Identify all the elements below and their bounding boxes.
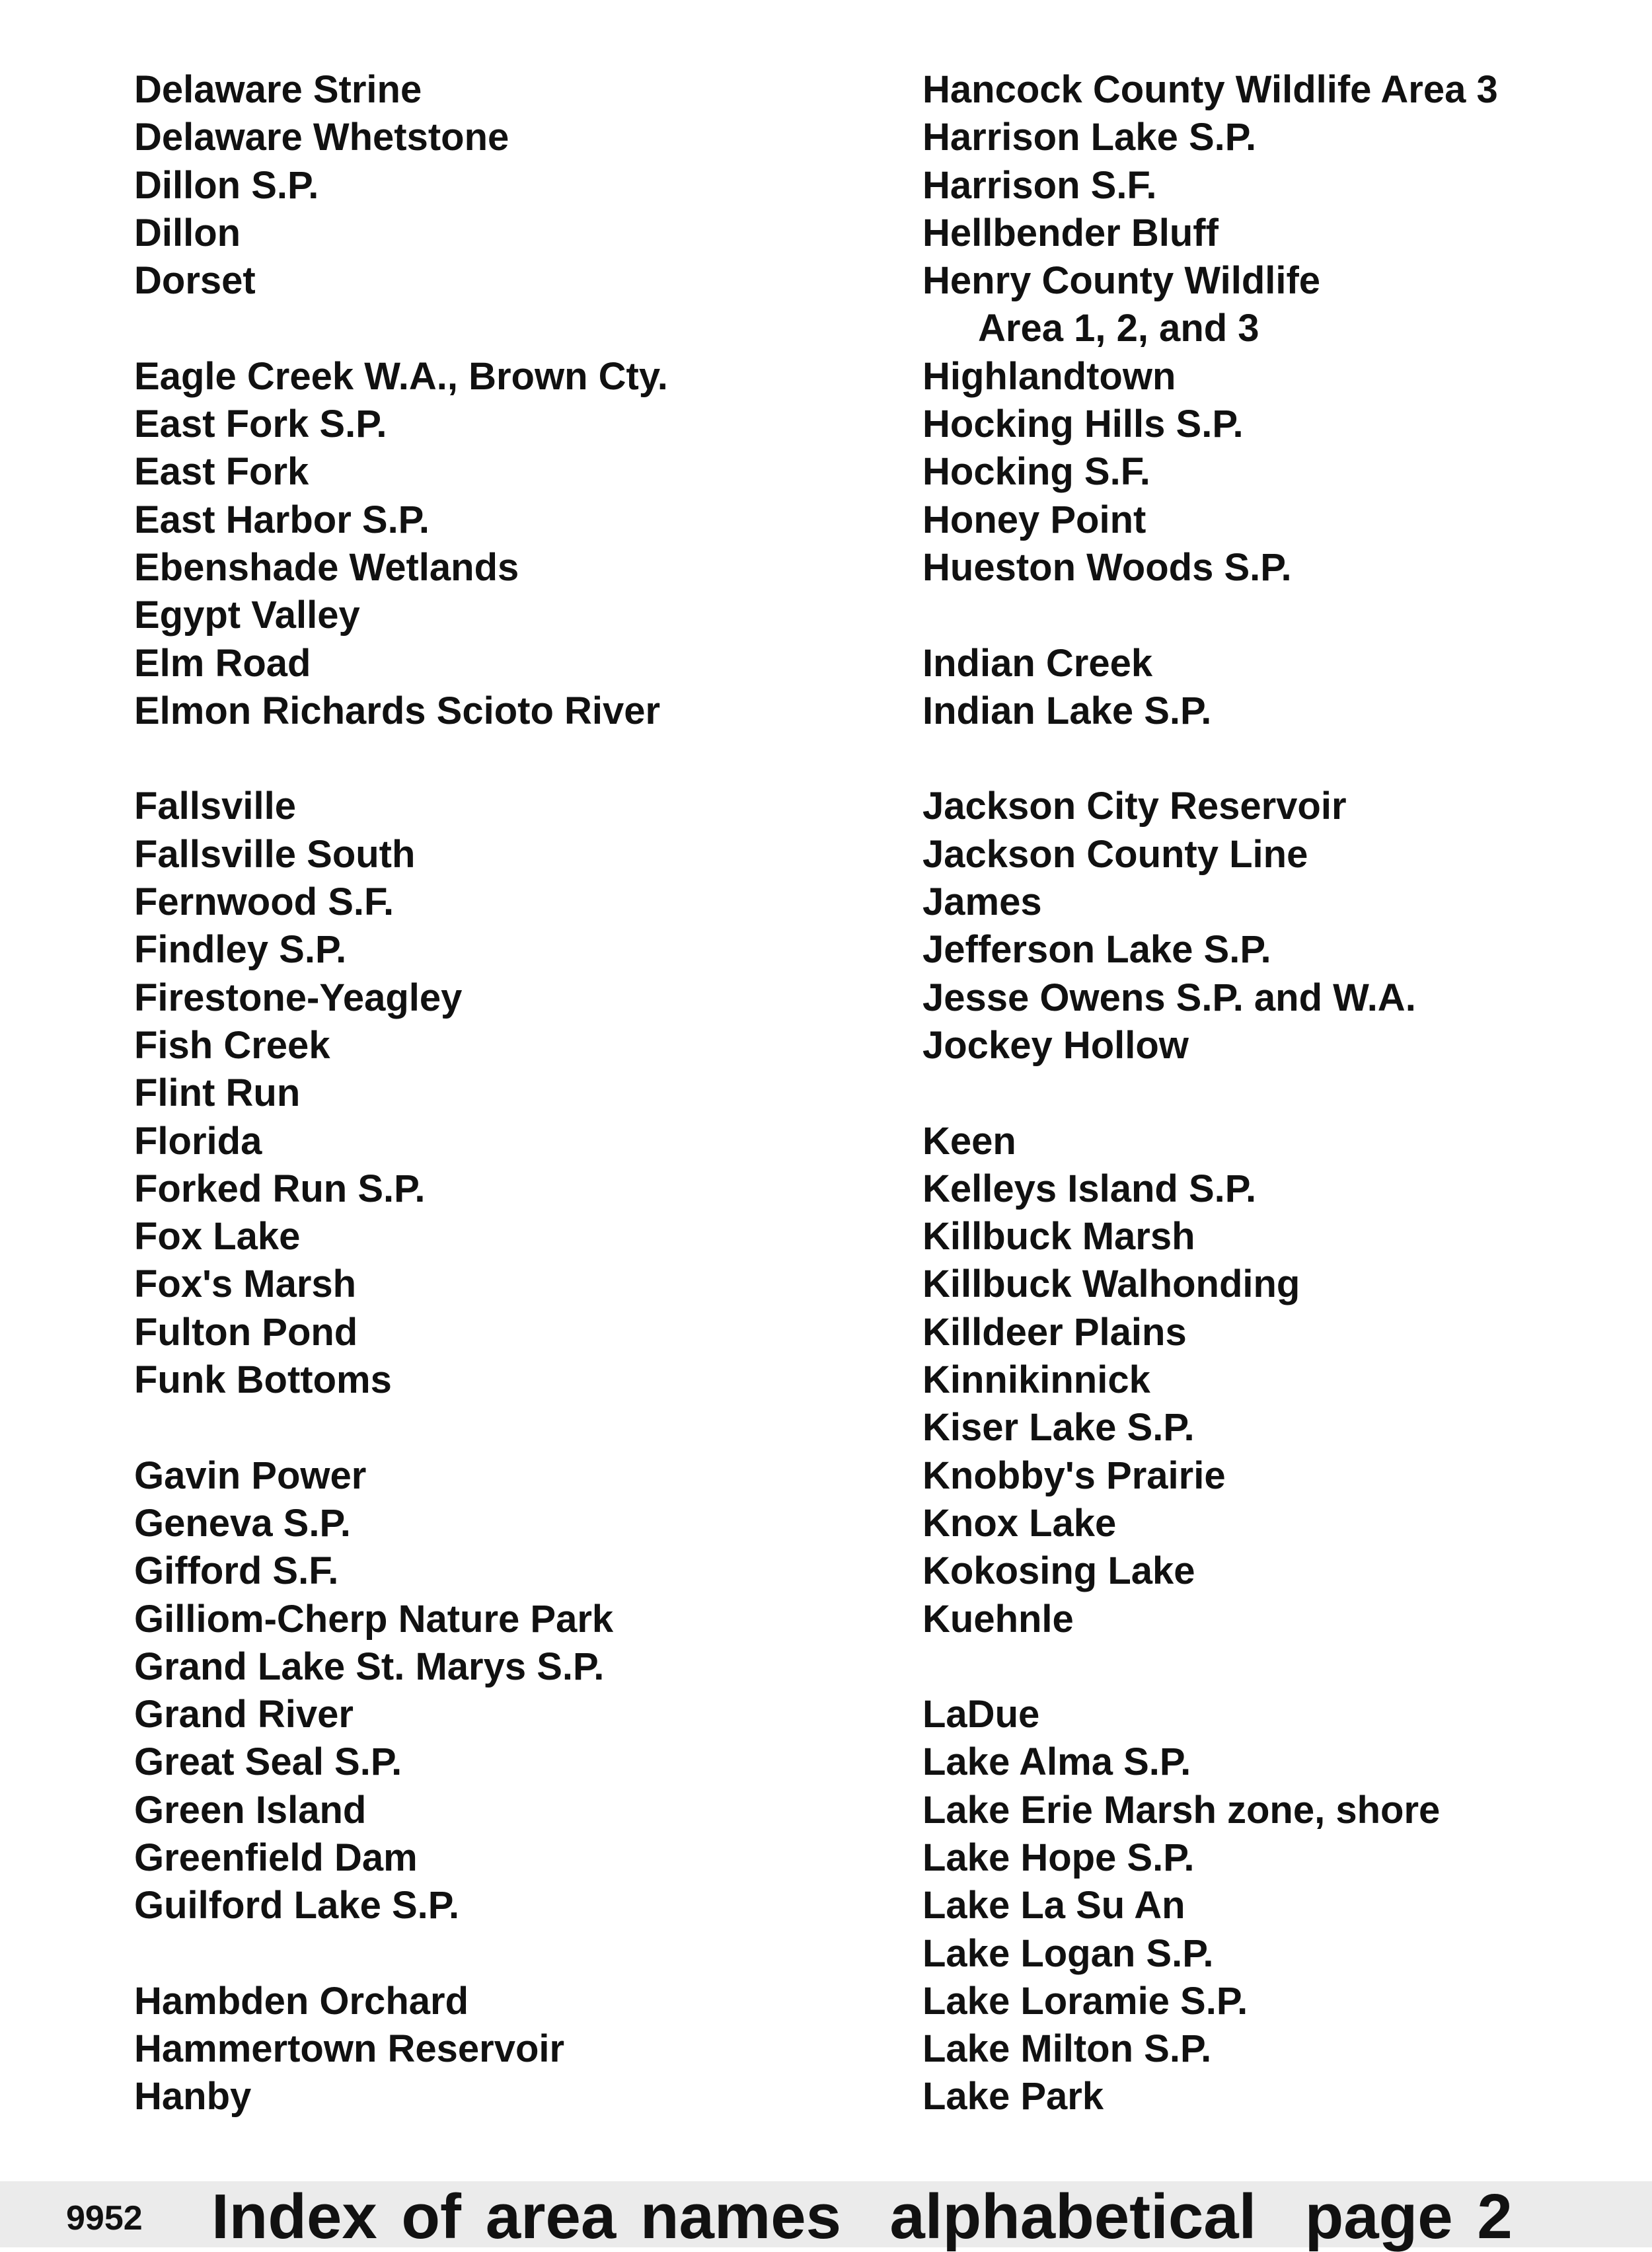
area-name-entry: Lake Park (922, 2075, 1104, 2118)
area-name-entry: Egypt Valley (134, 594, 360, 637)
area-name-entry: Lake La Su An (922, 1884, 1185, 1927)
spacer (134, 735, 894, 783)
area-name-entry: Indian Lake S.P. (922, 689, 1212, 732)
area-name-entry: Hammertown Reservoir (134, 2027, 565, 2071)
area-name-entry: Guilford Lake S.P. (134, 1884, 460, 1927)
area-name-entry: Delaware Strine (134, 68, 422, 111)
area-name-entry: Lake Hope S.P. (922, 1836, 1195, 1879)
spacer (922, 1069, 1636, 1117)
area-name-entry: Ebenshade Wetlands (134, 545, 519, 589)
area-name-entry: Killdeer Plains (922, 1310, 1187, 1354)
area-name-entry: Jackson County Line (922, 832, 1308, 876)
area-name-entry: Lake Erie Marsh zone, shore (922, 1788, 1441, 1832)
spacer (134, 1930, 894, 1978)
area-name-entry: Kiser Lake S.P. (922, 1406, 1195, 1450)
area-name-entry: Great Seal S.P. (134, 1740, 402, 1784)
area-name-entry: Honey Point (922, 498, 1146, 541)
area-name-entry: Funk Bottoms (134, 1358, 392, 1402)
area-name-entry: Fallsville South (134, 832, 416, 876)
area-name-entry: Knobby's Prairie (922, 1454, 1226, 1497)
area-name-entry: Hancock County Wildlife Area 3 (922, 68, 1498, 111)
area-name-entry: Elm Road (134, 641, 311, 685)
area-name-entry: Firestone-Yeagley (134, 976, 463, 1019)
page-title: Index of area names alphabetical page 2 (211, 2181, 1513, 2252)
area-name-entry: Hellbender Bluff (922, 211, 1219, 254)
area-name-entry: Dillon (134, 211, 241, 254)
area-name-entry: Gilliom-Cherp Nature Park (134, 1597, 614, 1641)
area-name-entry: Fallsville (134, 785, 297, 828)
area-name-entry: Delaware Whetstone (134, 116, 509, 159)
right-column-list (922, 66, 1636, 2121)
area-name-entry: Hambden Orchard (134, 1979, 469, 2023)
area-name-entry: Hueston Woods S.P. (922, 545, 1292, 589)
area-name-entry: Flint Run (134, 1071, 301, 1115)
area-name-entry: East Fork (134, 450, 309, 494)
area-name-entry: Grand River (134, 1693, 354, 1736)
area-name-entry: LaDue (922, 1693, 1040, 1736)
area-name-entry: Findley S.P. (134, 928, 347, 972)
area-name-entry: Killbuck Marsh (922, 1215, 1195, 1259)
area-name-entry: Kinnikinnick (922, 1358, 1150, 1402)
area-name-entry: Hanby (134, 2075, 252, 2118)
area-name-entry: Lake Alma S.P. (922, 1740, 1191, 1784)
area-name-entry: Gifford S.F. (134, 1549, 339, 1593)
area-name-entry: Harrison Lake S.P. (922, 116, 1257, 159)
area-name-entry: Dillon S.P. (134, 163, 319, 207)
area-name-entry: Gavin Power (134, 1454, 367, 1497)
area-name-entry: Killbuck Walhonding (922, 1262, 1300, 1306)
spacer (134, 305, 894, 352)
area-name-entry: Jesse Owens S.P. and W.A. (922, 976, 1416, 1019)
area-name-entry: Keen (922, 1119, 1016, 1163)
area-name-entry: Florida (134, 1119, 262, 1163)
area-name-entry: Highlandtown (922, 354, 1176, 398)
left-column-list (134, 66, 894, 2121)
area-name-entry: East Harbor S.P. (134, 498, 430, 541)
area-name-entry: Fox's Marsh (134, 1262, 357, 1306)
area-name-entry: Kuehnle (922, 1597, 1074, 1641)
area-name-entry: Henry County Wildlife (922, 259, 1321, 303)
area-name-entry: Greenfield Dam (134, 1836, 418, 1879)
area-name-entry: Area 1, 2, and 3 (978, 307, 1259, 350)
area-name-entry: Lake Milton S.P. (922, 2027, 1212, 2071)
area-name-entry: Forked Run S.P. (134, 1167, 426, 1210)
area-name-entry: Jefferson Lake S.P. (922, 928, 1271, 972)
area-name-entry: Geneva S.P. (134, 1501, 351, 1545)
spacer (134, 1404, 894, 1452)
area-name-entry: Lake Logan S.P. (922, 1931, 1214, 1975)
area-name-entry: Fox Lake (134, 1215, 301, 1259)
area-name-entry: Kelleys Island S.P. (922, 1167, 1257, 1210)
area-name-entry: Kokosing Lake (922, 1549, 1195, 1593)
area-name-entry: Grand Lake St. Marys S.P. (134, 1645, 605, 1688)
area-name-entry: Indian Creek (922, 641, 1153, 685)
page-number: 9952 (66, 2199, 143, 2237)
area-name-entry: Hocking Hills S.P. (922, 403, 1244, 446)
spacer (922, 735, 1636, 783)
area-name-entry: James (922, 880, 1042, 924)
area-name-entry: Hocking S.F. (922, 450, 1150, 494)
area-name-entry: Fulton Pond (134, 1310, 358, 1354)
area-name-entry: Jackson City Reservoir (922, 785, 1347, 828)
spacer (922, 592, 1636, 639)
area-name-entry: Knox Lake (922, 1501, 1117, 1545)
area-name-entry: Eagle Creek W.A., Brown Cty. (134, 354, 668, 398)
area-name-entry: Fish Creek (134, 1023, 330, 1067)
area-name-entry: Fernwood S.F. (134, 880, 394, 924)
area-name-entry: Harrison S.F. (922, 163, 1157, 207)
area-name-entry: East Fork S.P. (134, 403, 387, 446)
page-footer (0, 2181, 1652, 2252)
area-name-entry: Green Island (134, 1788, 367, 1832)
spacer (922, 1643, 1636, 1691)
area-name-entry: Elmon Richards Scioto River (134, 689, 661, 732)
area-name-entry: Jockey Hollow (922, 1023, 1189, 1067)
area-name-entry: Dorset (134, 259, 256, 303)
area-name-entry: Lake Loramie S.P. (922, 1979, 1248, 2023)
